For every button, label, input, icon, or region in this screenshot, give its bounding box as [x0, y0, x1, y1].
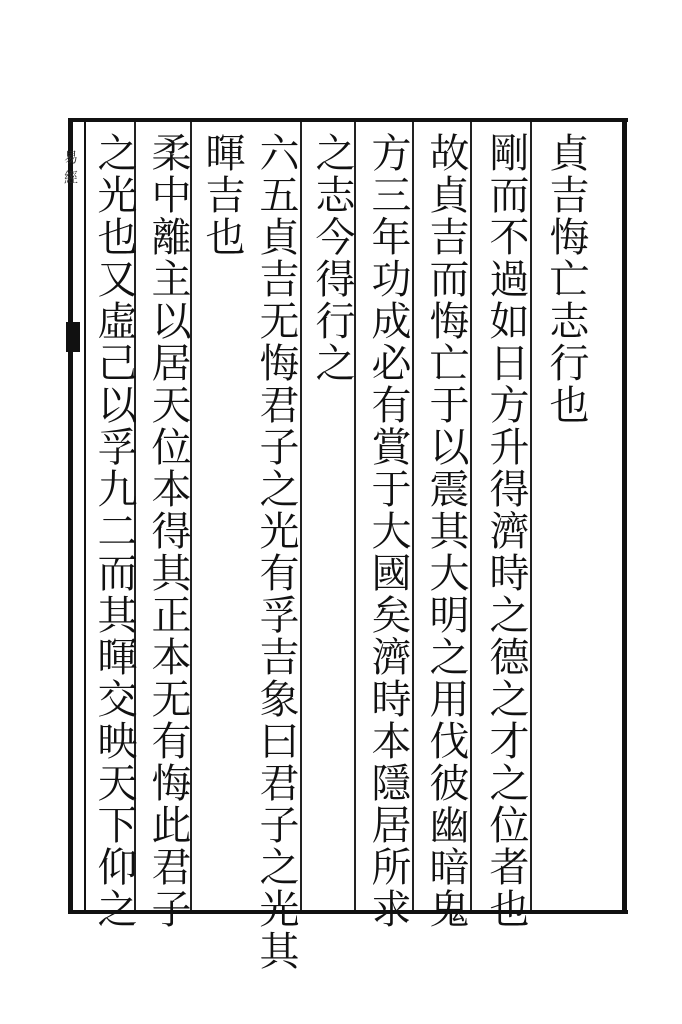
text-column-2: 剛而不過如日方升得濟時之德之才之位者也 [483, 132, 529, 930]
frame-inner-rule [84, 122, 86, 910]
text-column-3: 故貞吉而悔亡于以震其大明之用伐彼幽暗鬼 [423, 132, 469, 930]
text-column-5: 之志今得行之 [309, 132, 355, 384]
text-column-1: 貞吉悔亡志行也 [543, 132, 589, 426]
text-column-6: 六五貞吉无悔君子之光有孚吉象曰君子之光其 [253, 132, 299, 972]
text-column-9: 之光也又虛己以孚九二而其暉交映天下仰之 [91, 132, 137, 930]
fish-tail-mark [66, 322, 80, 352]
text-column-4: 方三年功成必有賞于大國矣濟時本隱居所求 [365, 132, 411, 930]
fore-edge-label: 易經 [62, 150, 78, 190]
frame-right-rule [622, 118, 627, 914]
text-column-7: 暉吉也 [199, 132, 245, 258]
frame-top-rule [68, 118, 628, 122]
text-column-8: 柔中離主以居天位本得其正本无有悔此君子 [145, 132, 191, 930]
